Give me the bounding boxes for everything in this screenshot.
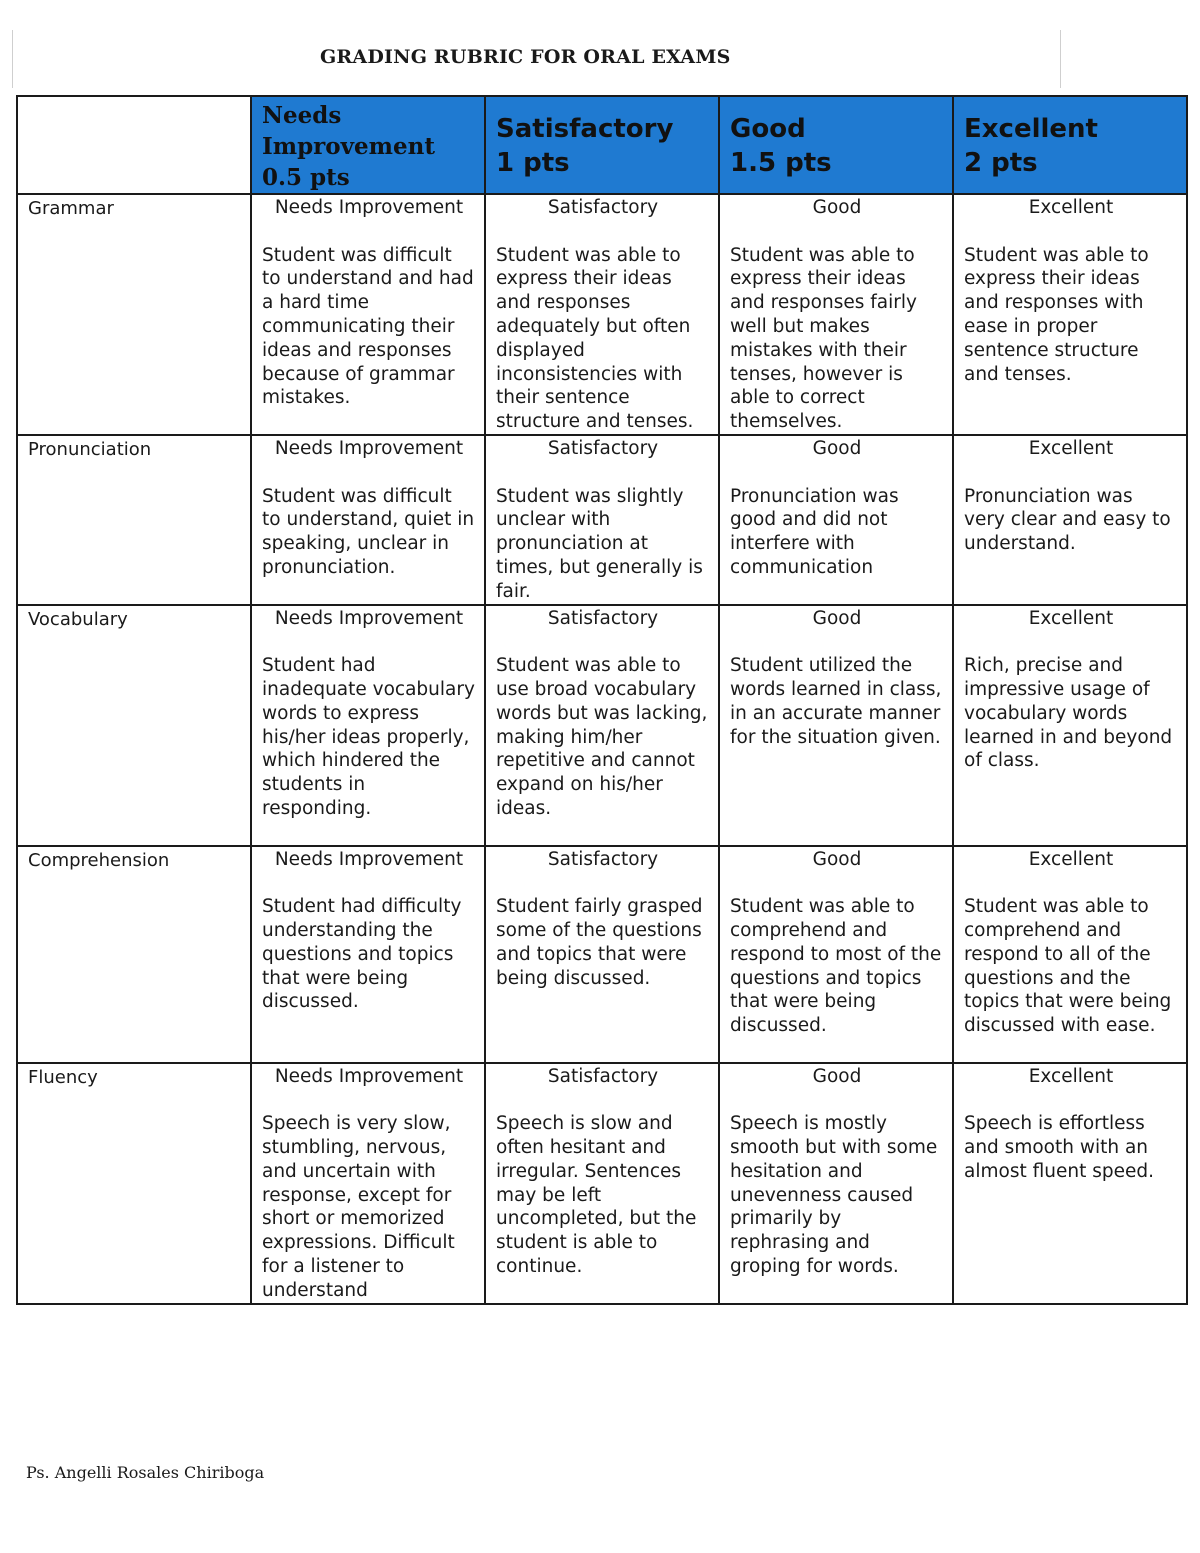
level-description: Student fairly grasped some of the questions and topics that were being discussed. <box>496 896 703 989</box>
rubric-cell <box>953 846 1187 1063</box>
rubric-table <box>16 95 1188 1305</box>
level-description: Pronunciation was good and did not interfere with communication <box>730 485 899 578</box>
header-points: 1 pts <box>496 148 570 178</box>
rubric-cell <box>251 605 485 846</box>
level-description: Speech is very slow, stumbling, nervous, and uncertain with response, except for short or memorized expressions. Difficult for a listener to understand <box>262 1113 455 1301</box>
rubric-cell <box>953 1063 1187 1304</box>
level-description: Student was able to use broad vocabulary words but was lacking, making him/her repetitive and cannot expand on his/her ideas. <box>496 655 708 819</box>
header-label: Excellent <box>964 114 1098 144</box>
rubric-cell <box>719 605 953 846</box>
level-label: Needs Improvement <box>274 848 464 870</box>
rubric-cell <box>251 435 485 605</box>
level-label: Needs Improvement <box>274 1065 464 1087</box>
header-label: Needs Improvement <box>262 101 435 160</box>
rubric-cell <box>251 194 485 435</box>
header-satisfactory <box>485 96 719 194</box>
rubric-cell <box>251 846 485 1063</box>
level-label: Satisfactory <box>547 438 659 459</box>
criterion-cell: Grammar <box>17 194 251 435</box>
table-row-grammar <box>17 194 1187 435</box>
header-right-rule <box>1060 30 1061 88</box>
level-label: Needs Improvement <box>274 438 464 459</box>
level-description: Student utilized the words learned in class, in an accurate manner for the situation given. <box>730 655 942 748</box>
header-points: 0.5 pts <box>262 163 350 191</box>
level-description: Pronunciation was very clear and easy to understand. <box>964 485 1171 555</box>
level-description: Student was difficult to understand, quiet in speaking, unclear in pronunciation. <box>262 485 475 578</box>
level-description: Student was able to comprehend and respond to all of the questions and the topics that were being discussed with ease. <box>964 896 1172 1037</box>
level-description: Student was able to comprehend and respond to most of the questions and topics that were being discussed. <box>730 896 942 1037</box>
level-description: Student had inadequate vocabulary words to express his/her ideas properly, which hindered the students in responding. <box>262 655 475 819</box>
rubric-cell <box>485 605 719 846</box>
header-excellent <box>953 96 1187 194</box>
header-row <box>17 96 1187 194</box>
table-row-pronunciation <box>17 435 1187 605</box>
rubric-cell <box>719 435 953 605</box>
corner-cell <box>17 96 251 194</box>
level-description: Rich, precise and impressive usage of vocabulary words learned in and beyond of class. <box>964 655 1173 772</box>
rubric-cell <box>485 846 719 1063</box>
level-label: Excellent <box>1028 848 1114 870</box>
level-label: Good <box>812 197 862 218</box>
level-label: Excellent <box>1028 1065 1114 1087</box>
level-label: Needs Improvement <box>274 197 464 218</box>
rubric-cell <box>485 1063 719 1304</box>
level-label: Excellent <box>1028 607 1114 629</box>
rubric-cell <box>719 846 953 1063</box>
header-left-rule <box>12 30 13 88</box>
level-description: Student was able to express their ideas and responses with ease in proper sentence structure and tenses. <box>964 244 1149 385</box>
level-description: Student was difficult to understand and had a hard time communicating their ideas and responses because of grammar mistakes. <box>262 244 474 409</box>
level-label: Satisfactory <box>547 197 659 218</box>
level-label: Good <box>812 848 862 870</box>
header-needs-improvement <box>251 96 485 194</box>
rubric-cell <box>251 1063 485 1304</box>
rubric-cell <box>719 1063 953 1304</box>
criterion-cell: Fluency <box>17 1063 251 1304</box>
criterion-cell: Comprehension <box>17 846 251 1063</box>
rubric-cell <box>953 435 1187 605</box>
rubric-cell <box>953 194 1187 435</box>
rubric-cell <box>485 194 719 435</box>
criterion-cell: Vocabulary <box>17 605 251 846</box>
level-label: Good <box>812 438 862 459</box>
level-description: Student had difficulty understanding the questions and topics that were being discussed. <box>262 896 462 1013</box>
header-good <box>719 96 953 194</box>
level-label: Satisfactory <box>547 848 659 870</box>
rubric-cell <box>485 435 719 605</box>
page-title: GRADING RUBRIC FOR ORAL EXAMS <box>320 46 731 68</box>
level-description: Student was able to express their ideas and responses fairly well but makes mistakes with their tenses, however is able to correct themselves. <box>730 244 917 433</box>
level-label: Needs Improvement <box>274 607 464 629</box>
table-row-vocabulary <box>17 605 1187 846</box>
header-points: 2 pts <box>964 148 1038 178</box>
level-description: Speech is effortless and smooth with an almost fluent speed. <box>964 1113 1154 1182</box>
author-name: Ps. Angelli Rosales Chiriboga <box>26 1463 265 1482</box>
level-label: Satisfactory <box>547 607 659 629</box>
level-label: Excellent <box>1028 197 1114 218</box>
header-label: Good <box>730 114 806 144</box>
level-description: Student was slightly unclear with pronunciation at times, but generally is fair. <box>496 485 703 602</box>
header-points: 1.5 pts <box>730 148 832 178</box>
level-description: Speech is slow and often hesitant and irregular. Sentences may be left uncompleted, but the student is able to continue. <box>496 1113 697 1277</box>
header-label: Satisfactory <box>496 114 674 144</box>
level-label: Good <box>812 607 862 629</box>
level-label: Satisfactory <box>547 1065 659 1087</box>
level-label: Good <box>812 1065 862 1087</box>
rubric-cell <box>719 194 953 435</box>
level-description: Speech is mostly smooth but with some hesitation and unevenness caused primarily by rephrasing and groping for words. <box>730 1113 938 1277</box>
table-row-fluency <box>17 1063 1187 1304</box>
table-row-comprehension <box>17 846 1187 1063</box>
rubric-cell <box>953 605 1187 846</box>
level-label: Excellent <box>1028 438 1114 459</box>
level-description: Student was able to express their ideas and responses adequately but often displayed inconsistencies with their sentence structure and tenses. <box>496 244 694 433</box>
criterion-cell: Pronunciation <box>17 435 251 605</box>
